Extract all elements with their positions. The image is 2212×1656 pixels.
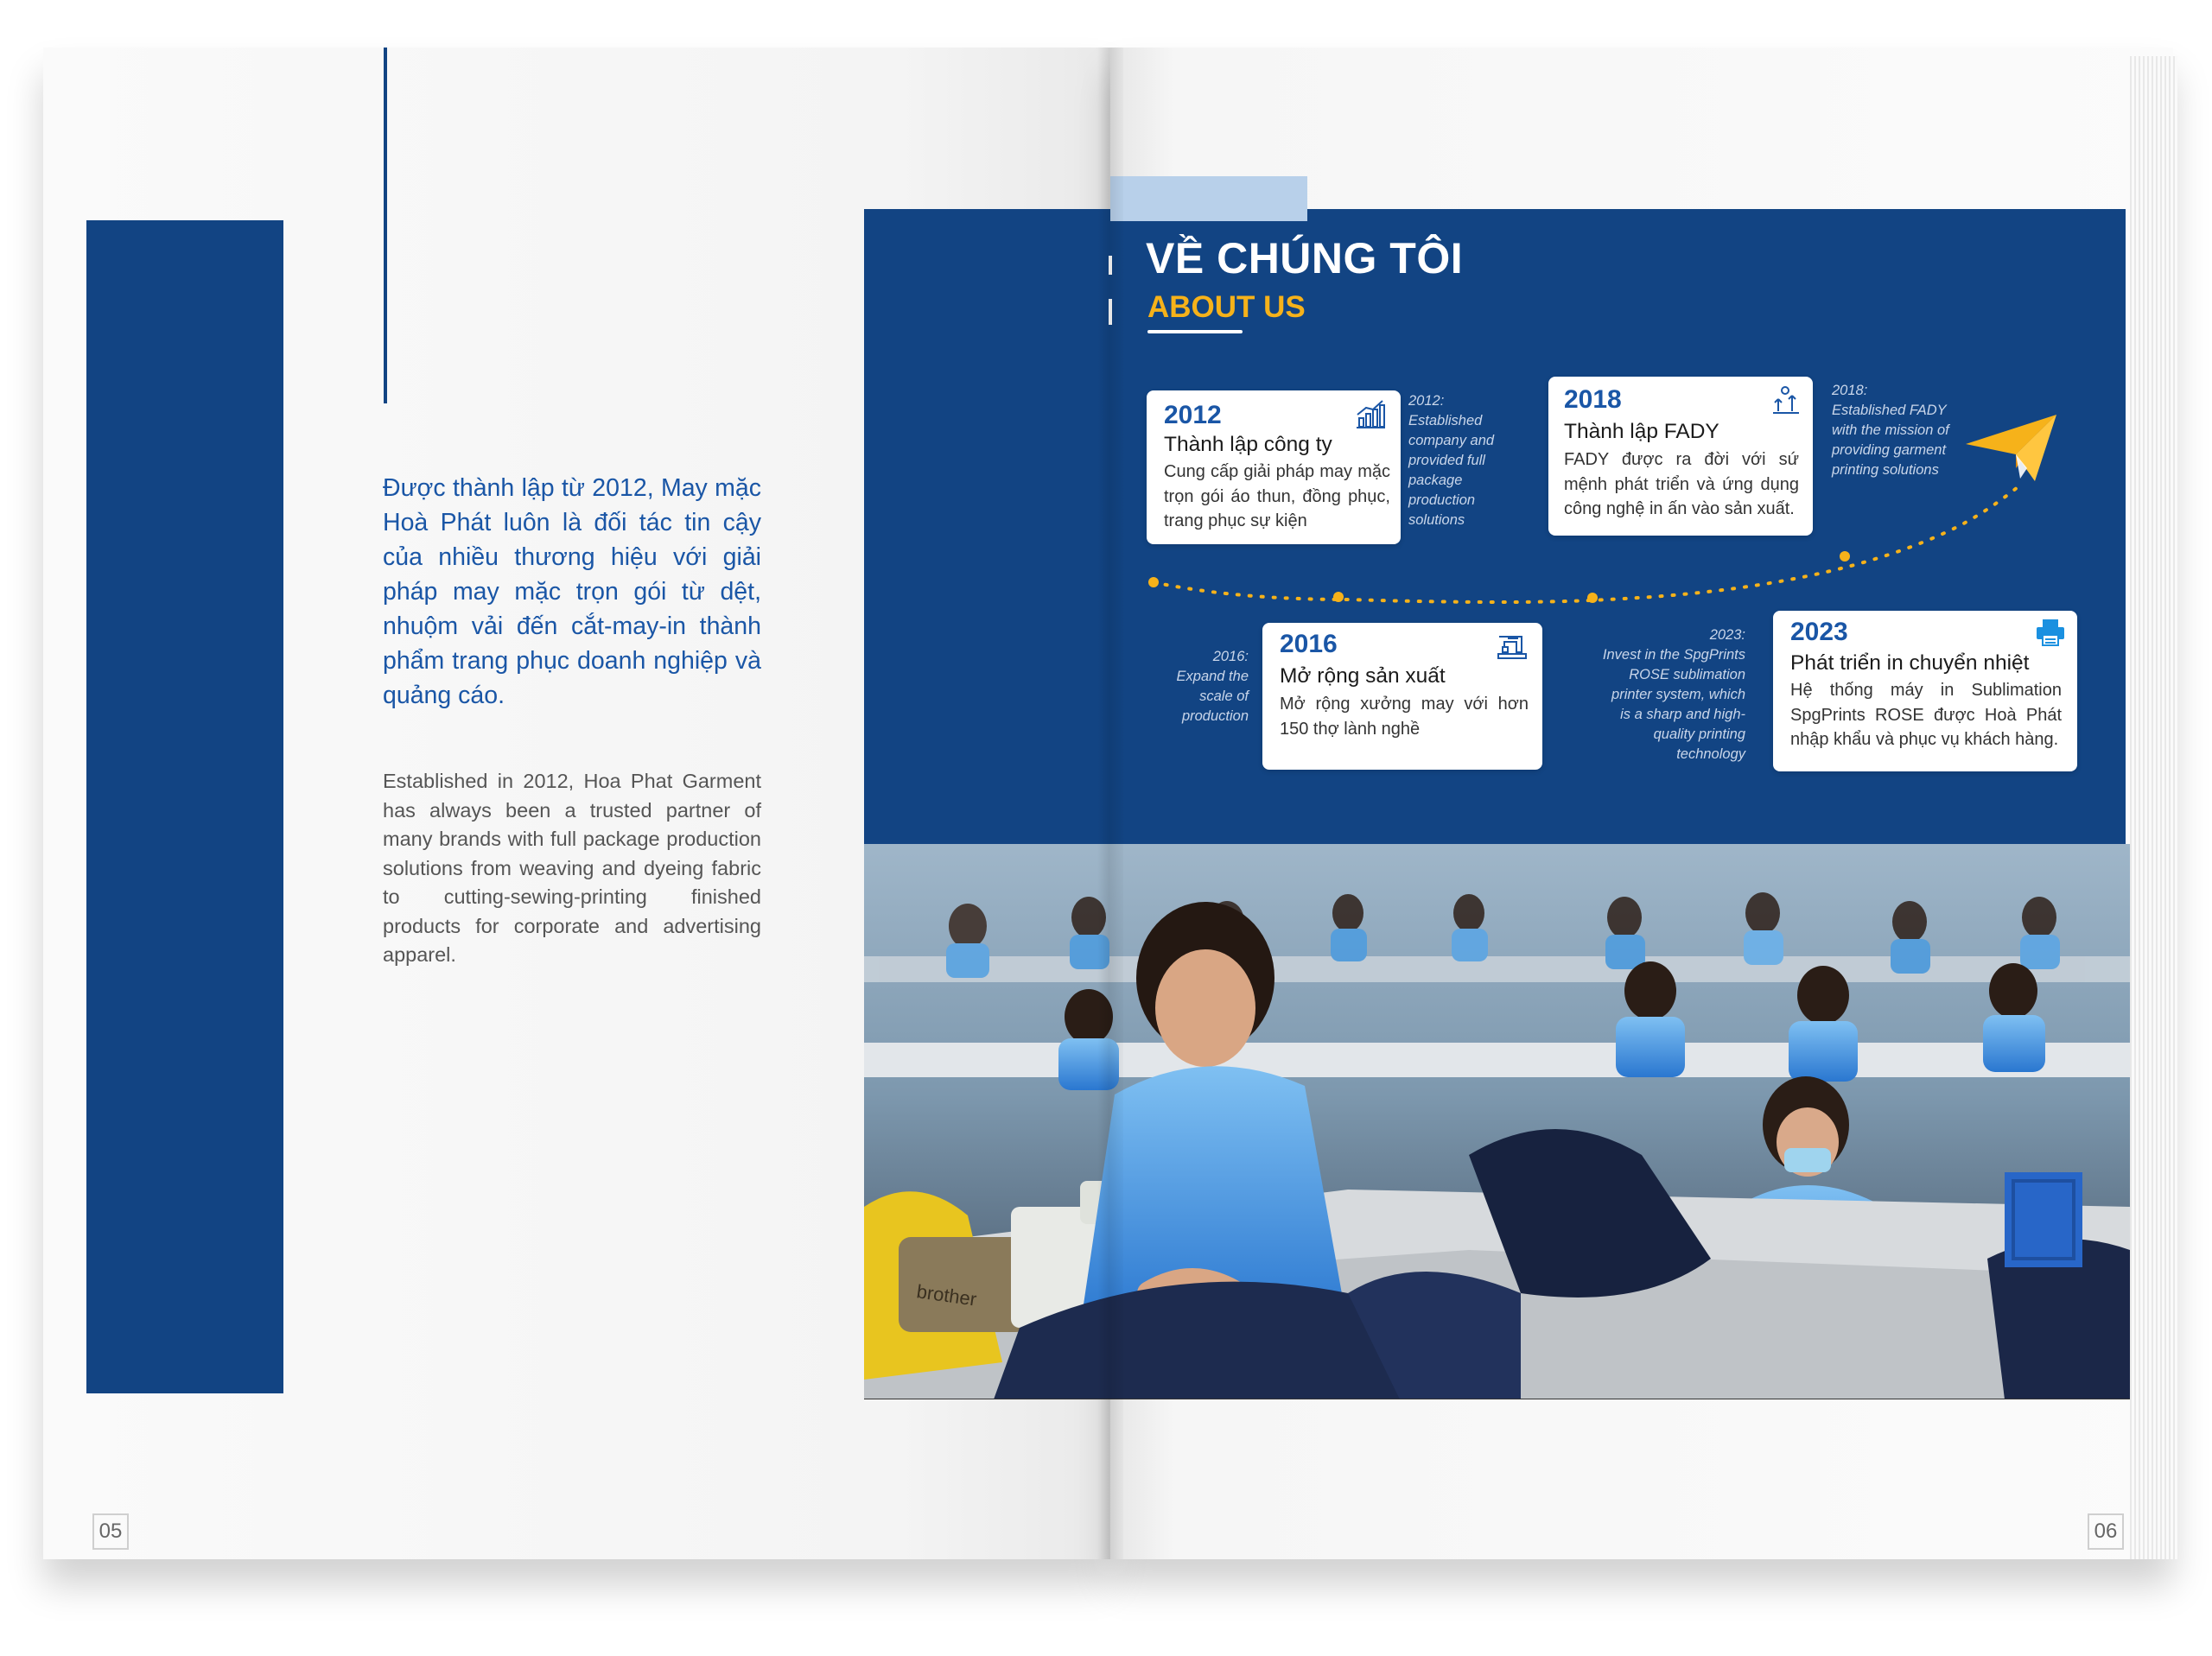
- page-subtitle: ABOUT US: [1147, 290, 1306, 324]
- card-body: FADY được ra đời với sứ mệnh phát triển và ứng dụng công nghệ in ấn vào sản xuất.: [1564, 450, 1799, 518]
- timeline-dot: [1587, 593, 1598, 603]
- card-heading: Thành lập công ty: [1164, 433, 1332, 456]
- card-heading: Mở rộng sản xuất: [1280, 664, 1446, 688]
- note-line: 2012:: [1408, 393, 1445, 409]
- book-spine: [1097, 48, 1123, 1559]
- timeline-card-2023: [1773, 611, 2077, 771]
- note-line: company and: [1408, 433, 1495, 448]
- timeline-note-2023: [1555, 625, 1745, 765]
- card-body: Hệ thống máy in Sublimation SpgPrints ROSE được Hoà Phát nhập khẩu và phục vụ khách hàng.: [1790, 681, 2062, 749]
- hand-growth-icon: [1770, 384, 1802, 416]
- timeline-note-2016: [1123, 647, 1249, 726]
- note-line: quality printing: [1653, 726, 1745, 742]
- note-line: production: [1181, 708, 1249, 724]
- growth-chart-icon: [1354, 397, 1387, 430]
- factory-photo: [864, 844, 2130, 1399]
- printer-icon: [2034, 616, 2067, 649]
- card-year: 2023: [1790, 618, 1848, 646]
- note-line: production: [1408, 492, 1476, 508]
- intro-paragraph-vn: Được thành lập từ 2012, May mặc Hoà Phát luôn là đối tác tin cậy của nhiều thương hiệu với giải pháp may mặc trọn gói từ dệt, nhuộm vải đến cắt-may-in thành phẩm trang phục doanh nghiệp và quảng cáo.: [383, 474, 761, 709]
- note-line: provided full: [1408, 453, 1485, 468]
- sewing-machine-icon: [1496, 630, 1529, 663]
- card-year: 2018: [1564, 385, 1622, 414]
- timeline-note-2012: [1408, 391, 1521, 530]
- timeline-card-2018: [1548, 377, 1813, 536]
- card-body: Mở rộng xưởng may với hơn 150 thợ lành nghề: [1280, 695, 1529, 739]
- garment-factory-workers-photo: [864, 844, 2130, 1399]
- note-line: 2016:: [1212, 649, 1249, 664]
- note-line: Established: [1408, 413, 1483, 428]
- page-number-left: 05: [92, 1513, 129, 1550]
- note-line: providing garment: [1832, 442, 1947, 458]
- page-title: VỀ CHÚNG TÔI: [1146, 234, 1464, 282]
- note-line: 2023:: [1709, 627, 1745, 643]
- note-line: solutions: [1408, 512, 1465, 528]
- timeline-card-2016: [1262, 623, 1542, 770]
- timeline-dot: [1148, 577, 1159, 587]
- timeline-dot: [1333, 592, 1344, 602]
- note-line: printer system, which: [1611, 687, 1745, 702]
- note-line: 2018:: [1832, 383, 1868, 398]
- svg-text:brother: brother: [915, 1280, 978, 1310]
- vertical-rule: [384, 48, 387, 403]
- note-line: technology: [1676, 746, 1745, 762]
- intro-paragraph-en: Established in 2012, Hoa Phat Garment has always been a trusted partner of many brands with full package production solutions from weaving and dyeing fabric to cutting-sewing-printing finished products for corporate and advertising apparel.: [383, 770, 761, 966]
- card-year: 2016: [1280, 630, 1338, 658]
- note-line: printing solutions: [1832, 462, 1939, 478]
- note-line: scale of: [1199, 688, 1249, 704]
- note-line: ROSE sublimation: [1629, 667, 1745, 682]
- note-line: Invest in the SpgPrints: [1602, 647, 1745, 663]
- note-line: package: [1408, 473, 1463, 488]
- timeline-card-2012: [1147, 390, 1401, 544]
- page-number-right: 06: [2088, 1513, 2124, 1550]
- paper-plane-icon: [1966, 415, 2056, 481]
- timeline-dot: [1840, 551, 1850, 562]
- note-line: Established FADY: [1832, 403, 1947, 418]
- note-line: with the mission of: [1832, 422, 1949, 438]
- card-heading: Phát triển in chuyển nhiệt: [1790, 651, 2030, 675]
- note-line: is a sharp and high-: [1620, 707, 1745, 722]
- card-year: 2012: [1164, 401, 1222, 429]
- card-heading: Thành lập FADY: [1564, 420, 1719, 443]
- note-line: Expand the: [1176, 669, 1249, 684]
- left-decorative-bar: [86, 220, 283, 1393]
- card-body: Cung cấp giải pháp may mặc trọn gói áo thun, đồng phục, trang phục sự kiện: [1164, 462, 1390, 530]
- page-edges: [2130, 56, 2177, 1559]
- timeline-note-2018: [1832, 381, 1979, 480]
